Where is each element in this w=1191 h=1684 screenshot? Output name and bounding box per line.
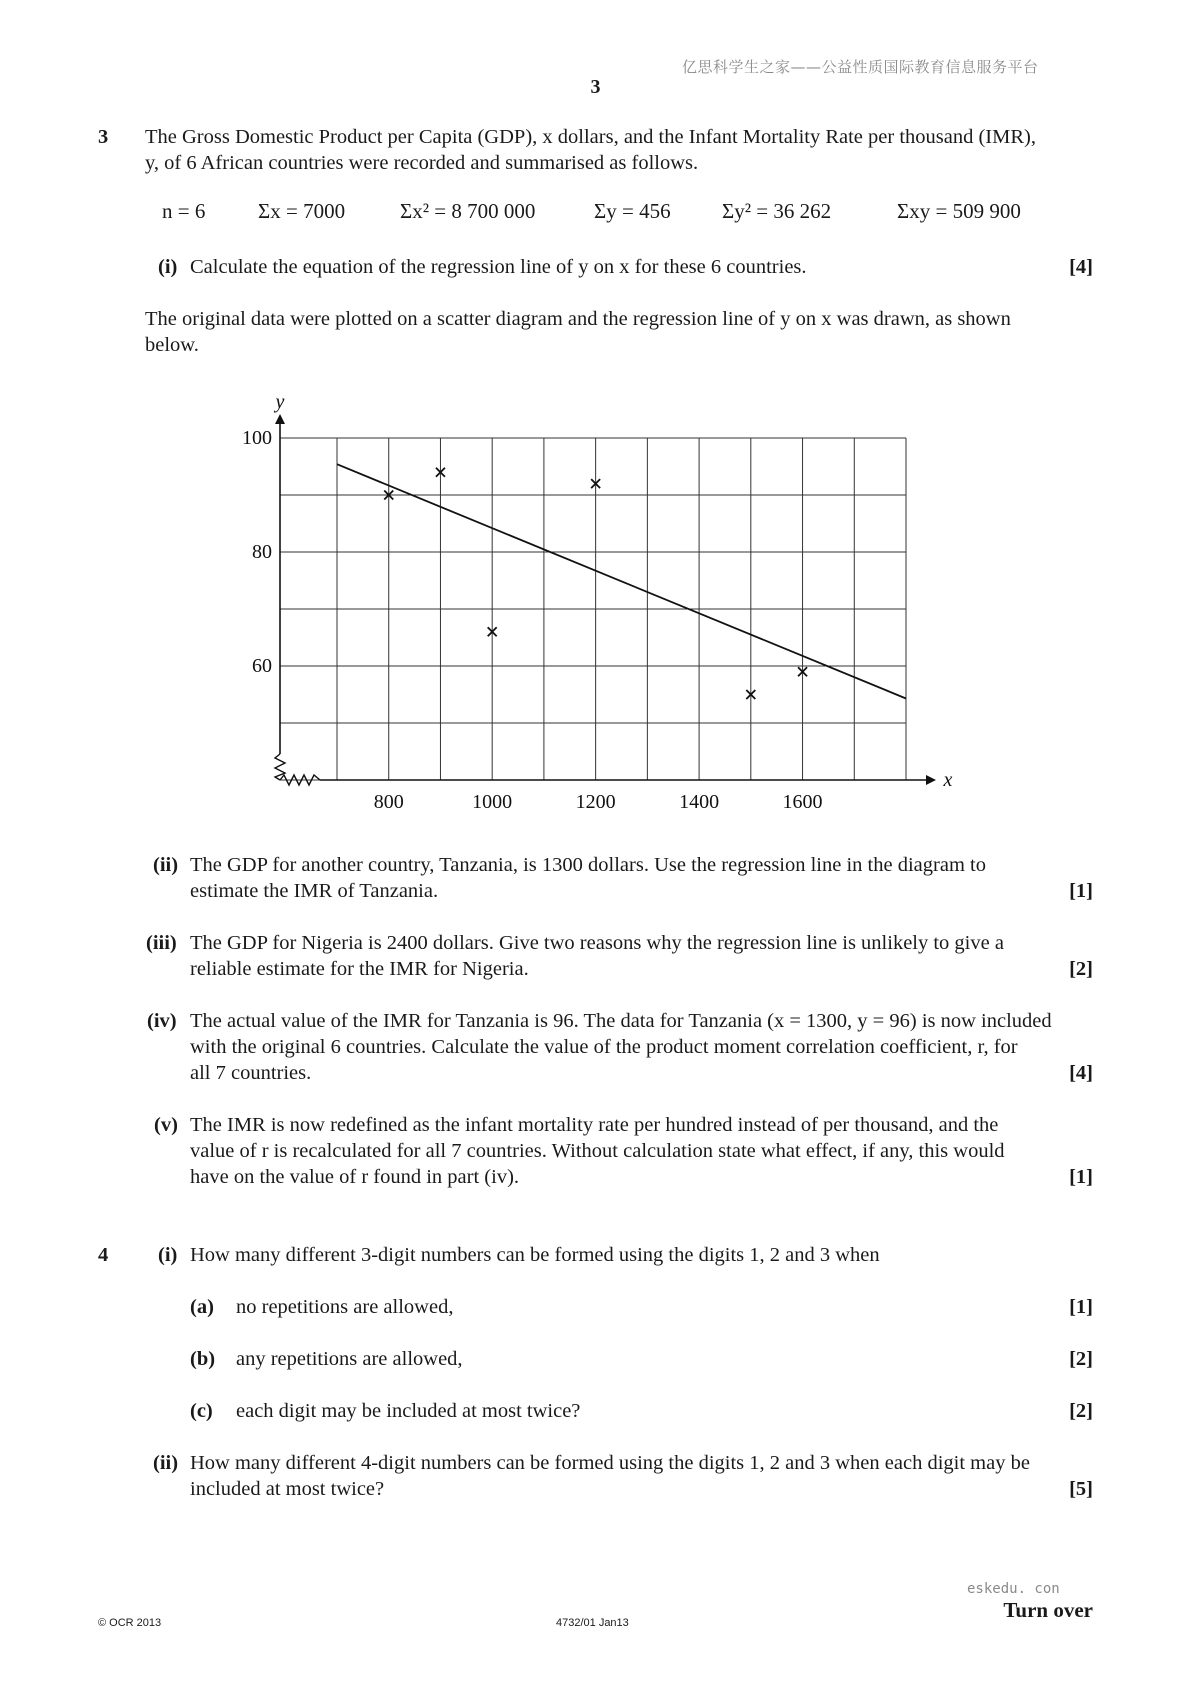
sum-y: Σy = 456 xyxy=(594,199,671,223)
sum-n: n = 6 xyxy=(162,199,206,223)
q3-part-i-label: (i) xyxy=(158,256,178,278)
y-tick-label: 60 xyxy=(252,655,272,677)
sum-x2: Σx² = 8 700 000 xyxy=(400,199,536,223)
q3-part-v-line1: The IMR is now redefined as the infant mortality rate per hundred instead of per thousand, and the xyxy=(190,1114,999,1136)
q3-part-i-marks: [4] xyxy=(1069,256,1093,278)
turn-over: Turn over xyxy=(1003,1598,1093,1622)
x-axis-label: x xyxy=(943,769,953,791)
q3-part-iv-line3: all 7 countries. xyxy=(190,1062,312,1084)
sum-y2: Σy² = 36 262 xyxy=(722,199,832,223)
q4-part-i-text: How many different 3-digit numbers can be formed using the digits 1, 2 and 3 when xyxy=(190,1244,880,1266)
axes xyxy=(275,414,936,785)
q3-intro-line2: y, of 6 African countries were recorded and summarised as follows. xyxy=(145,152,699,174)
q3-part-iv-label: (iv) xyxy=(147,1010,177,1032)
tick-labels xyxy=(242,391,953,813)
page-number: 3 xyxy=(590,76,601,98)
q3-part-i-text: Calculate the equation of the regression line of y on x for these 6 countries. xyxy=(190,256,807,278)
regression-line xyxy=(337,464,906,698)
q4-b-label: (b) xyxy=(190,1348,216,1370)
scatter-diagram xyxy=(0,0,1191,840)
q3-part-ii-line1: The GDP for another country, Tanzania, is 1300 dollars. Use the regression line in the diagram to xyxy=(190,854,986,876)
x-tick-label: 800 xyxy=(373,791,404,813)
q3-part-iv-line2: with the original 6 countries. Calculate the value of the product moment correlation coefficient, r, for xyxy=(190,1036,1018,1058)
sum-xy: Σxy = 509 900 xyxy=(897,199,1021,223)
x-axis-arrow xyxy=(926,775,936,785)
q3-part-iii-line2: reliable estimate for the IMR for Nigeria. xyxy=(190,958,529,980)
sum-x: Σx = 7000 xyxy=(258,199,346,223)
q3-part-v-line3: have on the value of r found in part (iv). xyxy=(190,1166,520,1188)
grid xyxy=(280,438,906,780)
y-axis-label: y xyxy=(275,391,285,413)
q3-part-v-label: (v) xyxy=(154,1114,178,1136)
footer-paper-code: 4732/01 Jan13 xyxy=(556,1617,629,1629)
q4-c-label: (c) xyxy=(190,1400,213,1422)
y-tick-label: 80 xyxy=(252,541,272,563)
q4-part-ii-line2: included at most twice? xyxy=(190,1478,385,1500)
q3-part-ii-marks: [1] xyxy=(1069,880,1093,902)
q4-part-ii-label: (ii) xyxy=(153,1452,179,1474)
q3-part-iii-marks: [2] xyxy=(1069,958,1093,980)
regression-line-layer xyxy=(337,464,906,698)
q4-part-ii-line1: How many different 4-digit numbers can be formed using the digits 1, 2 and 3 when each digit may be xyxy=(190,1452,1030,1474)
q3-part-iv-line1: The actual value of the IMR for Tanzania is 96. The data for Tanzania (x = 1300, y = 96) is now included xyxy=(190,1010,1052,1032)
question-3-number: 3 xyxy=(98,126,109,148)
x-tick-label: 1000 xyxy=(472,791,513,813)
q3-part-ii-label: (ii) xyxy=(153,854,179,876)
q3-part-iii-label: (iii) xyxy=(146,932,177,954)
q3-part-v-marks: [1] xyxy=(1069,1166,1093,1188)
q3-part-iii-line1: The GDP for Nigeria is 2400 dollars. Give two reasons why the regression line is unlikely to give a xyxy=(190,932,1004,954)
q4-c-text: each digit may be included at most twice? xyxy=(236,1400,581,1422)
x-tick-label: 1400 xyxy=(679,791,720,813)
y-axis-arrow xyxy=(275,414,285,424)
question-4-number: 4 xyxy=(98,1244,109,1266)
x-tick-label: 1200 xyxy=(575,791,616,813)
q3-part-iv-marks: [4] xyxy=(1069,1062,1093,1084)
q3-intro-line1: The Gross Domestic Product per Capita (GDP), x dollars, and the Infant Mortality Rate per thousand (IMR), xyxy=(145,126,1036,148)
q4-a-marks: [1] xyxy=(1069,1296,1093,1318)
q3-part-v-line2: value of r is recalculated for all 7 countries. Without calculation state what effect, if any, this would xyxy=(190,1140,1005,1162)
q4-a-label: (a) xyxy=(190,1296,214,1318)
footer-copyright: © OCR 2013 xyxy=(98,1617,162,1629)
y-tick-label: 100 xyxy=(242,427,272,449)
watermark-top: 亿思科学生之家——公益性质国际教育信息服务平台 xyxy=(682,58,1039,76)
q4-part-i-label: (i) xyxy=(158,1244,178,1266)
q4-part-ii-marks: [5] xyxy=(1069,1478,1093,1500)
q4-a-text: no repetitions are allowed, xyxy=(236,1296,454,1318)
q4-b-marks: [2] xyxy=(1069,1348,1093,1370)
q4-c-marks: [2] xyxy=(1069,1400,1093,1422)
scatter-intro-line1: The original data were plotted on a scatter diagram and the regression line of y on x was drawn, as shown xyxy=(145,308,1011,330)
scatter-intro-line2: below. xyxy=(145,334,199,356)
q3-part-ii-line2: estimate the IMR of Tanzania. xyxy=(190,880,439,902)
footer-watermark: eskedu. con xyxy=(967,1581,1060,1597)
q4-b-text: any repetitions are allowed, xyxy=(236,1348,463,1370)
x-tick-label: 1600 xyxy=(782,791,823,813)
